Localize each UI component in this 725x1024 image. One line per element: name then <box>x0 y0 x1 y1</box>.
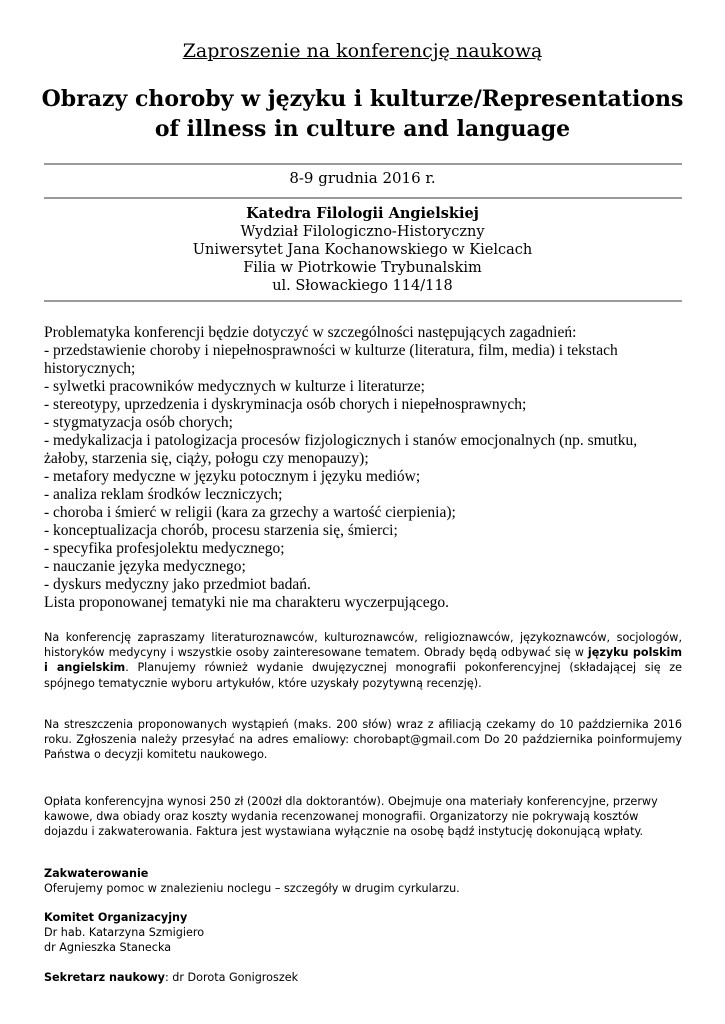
topic-item: - przedstawienie choroby i niepełnosprawności w kulturze (literatura, film, media) i tekstach historycznych; <box>44 342 618 377</box>
divider-middle <box>44 197 682 199</box>
topic-item: - dyskurs medyczny jako przedmiot badań. <box>44 576 311 593</box>
committee-member: dr Agnieszka Stanecka <box>44 941 172 954</box>
committee-heading: Komitet Organizacyjny <box>44 911 188 924</box>
venue-branch: Filia w Piotrkowie Trybunalskim <box>243 260 482 276</box>
topics-intro: Problematyka konferencji będzie dotyczyć w szczególności następujących zagadnień: <box>44 324 577 341</box>
accommodation-heading: Zakwaterowanie <box>44 867 149 880</box>
venue-university: Uniwersytet Jana Kochanowskiego w Kielcach <box>192 242 533 258</box>
fee-paragraph: Opłata konferencyjna wynosi 250 zł (200zł dla doktorantów). Obejmuje ona materiały konferencyjne, przerwy kawowe, dwa obiady oraz koszty wydania recenzowanej monografii. Organizatorzy nie pokrywają kosztów dojazdu i zakwaterowania. Faktura jest wystawiana wyłącznie na osobę bądź instytucję dokonującą wpłaty. <box>44 795 658 839</box>
conference-title: Obrazy choroby w języku i kulturze/Representations of illness in culture and language <box>41 86 684 142</box>
venue-faculty: Wydział Filologiczno-Historyczny <box>240 224 485 240</box>
invitation-title: Zaproszenie na konferencję naukową <box>182 40 543 62</box>
topics-closing: Lista proponowanej tematyki nie ma charakteru wyczerpującego. <box>44 594 449 611</box>
accommodation-section <box>44 866 682 896</box>
topic-item: - choroba i śmierć w religii (kara za grzechy a wartość cierpienia); <box>44 504 456 521</box>
secretary-label: Sekretarz naukowy <box>44 971 165 984</box>
accommodation-text: Oferujemy pomoc w znalezieniu noclegu – szczegóły w drugim cyrkularzu. <box>44 882 460 895</box>
invitation-text-end: . Planujemy również wydanie dwujęzycznej monografii pokonferencyjnej (składającej się ze spójnego tematycznie wyboru artykułów, które uzyskały pozytywną recenzję). <box>44 661 683 690</box>
invitation-text-start: Na konferencję zapraszamy literaturoznawców, kulturoznawców, religioznawców, językoznawców, socjologów, historyków medycyny i wszystkie osoby zainteresowane tematem. Obrady będą odbywać się w <box>44 631 682 660</box>
abstracts-paragraph: Na streszczenia proponowanych wystąpień (maks. 200 słów) wraz z afiliacją czekamy do 10 października 2016 roku. Zgłoszenia należy przesyłać na adres emaliowy: chorobapt@gmail.com Do 20 października poinformujemy Państwa o decyzji komitetu naukowego. <box>44 718 682 762</box>
topic-item: - metafory medyczne w języku potocznym i języku mediów; <box>44 468 421 485</box>
venue-block <box>0 205 725 295</box>
divider-top <box>44 163 682 165</box>
conference-languages: języku polskim i angielskim <box>44 646 682 675</box>
venue-address: ul. Słowackiego 114/118 <box>272 278 453 294</box>
topic-item: - medykalizacja i patologizacja procesów fizjologicznych i stanów emocjonalnych (np. smutku, żałoby, starzenia się, ciąży, połogu czy menopauzy); <box>44 432 638 467</box>
topic-item: - stereotypy, uprzedzenia i dyskryminacja osób chorych i niepełnosprawnych; <box>44 396 527 413</box>
topic-item: - sylwetki pracowników medycznych w kulturze i literaturze; <box>44 378 425 395</box>
topics-section <box>44 324 684 612</box>
invitation-paragraph <box>44 630 682 691</box>
secretary-line <box>44 970 682 985</box>
secretary-name: : dr Dorota Gonigroszek <box>164 971 299 984</box>
topic-item: - konceptualizacja chorób, procesu starzenia się, śmierci; <box>44 522 398 539</box>
committee-member: Dr hab. Katarzyna Szmigiero <box>44 926 205 939</box>
conference-date: 8-9 grudnia 2016 r. <box>289 169 436 187</box>
venue-department: Katedra Filologii Angielskiej <box>246 205 479 222</box>
topic-item: - analiza reklam środków leczniczych; <box>44 486 283 503</box>
committee-section <box>44 910 682 955</box>
topic-item: - nauczanie języka medycznego; <box>44 558 246 575</box>
divider-bottom <box>44 300 682 302</box>
topic-item: - stygmatyzacja osób chorych; <box>44 414 233 431</box>
topic-item: - specyfika profesjolektu medycznego; <box>44 540 285 557</box>
